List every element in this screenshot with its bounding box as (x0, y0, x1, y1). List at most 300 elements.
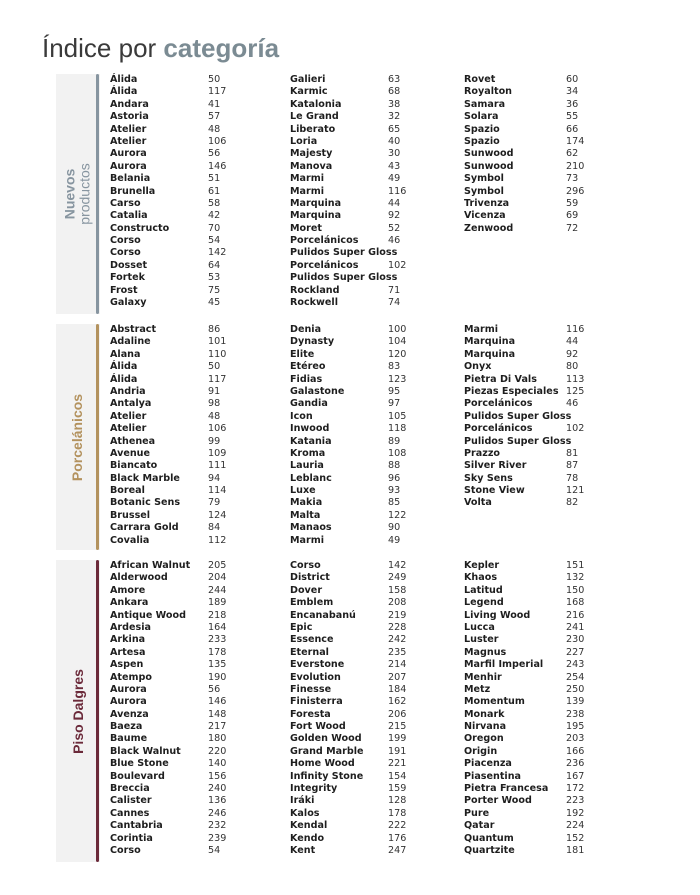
entry-name: Antique Wood (110, 609, 186, 621)
index-entry (110, 124, 280, 136)
entry-name: Black Walnut (110, 745, 181, 757)
entry-name: Blue Stone (110, 758, 169, 770)
entry-page: 206 (388, 708, 407, 720)
entry-page: 94 (208, 472, 221, 484)
index-column (290, 560, 460, 857)
index-entry (110, 845, 280, 857)
entry-name: Cannes (110, 807, 150, 819)
index-entry (110, 460, 280, 472)
index-entry (290, 833, 460, 845)
entry-name: Marmi (290, 534, 325, 546)
entry-name: Luster (464, 634, 499, 646)
index-entry (110, 659, 280, 671)
section-label-bold: Piso Dalgres (69, 668, 86, 754)
entry-page: 230 (566, 634, 585, 646)
entry-name: Astoria (110, 111, 149, 123)
entry-page: 49 (388, 534, 401, 546)
index-entry (464, 99, 634, 111)
entry-page: 72 (566, 222, 579, 234)
entry-name: Athenea (110, 435, 156, 447)
index-entry (110, 560, 280, 572)
index-entry (290, 136, 460, 148)
entry-name: Loria (290, 135, 318, 147)
entry-name: Everstone (290, 659, 345, 671)
entry-page: 249 (388, 572, 407, 584)
index-entry (290, 436, 460, 448)
entry-name: Porcelánicos (464, 398, 533, 410)
entry-name: Arkina (110, 634, 146, 646)
index-entry (464, 572, 634, 584)
index-entry (290, 684, 460, 696)
entry-name: Menhir (464, 671, 502, 683)
index-entry (290, 124, 460, 136)
entry-name: Aurora (110, 696, 147, 708)
entry-page: 180 (208, 733, 227, 745)
index-entry (110, 808, 280, 820)
index-entry (110, 235, 280, 247)
index-entry (290, 795, 460, 807)
entry-page: 51 (208, 173, 221, 185)
index-entry (290, 709, 460, 721)
index-column (110, 74, 280, 309)
entry-page: 87 (566, 460, 579, 472)
index-entry (290, 74, 460, 86)
entry-name: Frost (110, 284, 138, 296)
entry-page: 195 (566, 721, 585, 733)
index-entry (110, 448, 280, 460)
entry-name: Alderwood (110, 572, 168, 584)
index-entry (464, 436, 634, 448)
index-entry (464, 386, 634, 398)
entry-page: 223 (566, 795, 585, 807)
entry-page: 132 (566, 572, 585, 584)
entry-name: Samara (464, 98, 506, 110)
entry-page: 50 (208, 74, 221, 85)
entry-name: Andara (110, 98, 149, 110)
entry-page: 215 (388, 721, 407, 733)
entry-page: 181 (566, 844, 585, 856)
index-entry (110, 758, 280, 770)
entry-name: Dosset (110, 259, 148, 271)
index-entry (290, 374, 460, 386)
index-entry (290, 634, 460, 646)
entry-name: Etéreo (290, 361, 326, 373)
entry-name: Zenwood (464, 222, 514, 234)
entry-name: Foresta (290, 708, 331, 720)
index-entry (290, 610, 460, 622)
index-entry (110, 795, 280, 807)
entry-page: 109 (208, 447, 227, 459)
index-entry (290, 597, 460, 609)
entry-name: Makia (290, 497, 323, 509)
entry-page: 235 (388, 646, 407, 658)
entry-page: 192 (566, 807, 585, 819)
entry-page: 38 (388, 98, 401, 110)
entry-page: 151 (566, 560, 585, 571)
entry-page: 254 (566, 671, 585, 683)
entry-page: 66 (566, 123, 579, 135)
section-label-bold: Porcelánicos (69, 393, 86, 481)
entry-name: Biancato (110, 460, 158, 472)
index-entry (110, 148, 280, 160)
index-entry (110, 721, 280, 733)
entry-page: 204 (208, 572, 227, 584)
section-piso-dalgres (56, 560, 696, 862)
index-entry (110, 833, 280, 845)
entry-page: 71 (388, 284, 401, 296)
index-entry (110, 622, 280, 634)
entry-name: Kendal (290, 820, 328, 832)
index-entry (110, 210, 280, 222)
index-entry (464, 198, 634, 210)
section-label-bold: Nuevos (62, 168, 79, 220)
entry-name: Evolution (290, 671, 341, 683)
index-entry (290, 448, 460, 460)
entry-page: 148 (208, 708, 227, 720)
entry-page: 86 (208, 324, 221, 335)
index-entry (290, 572, 460, 584)
entry-name: Katalonia (290, 98, 342, 110)
entry-name: Corso (110, 247, 141, 259)
entry-name: Aspen (110, 659, 144, 671)
entry-page: 85 (388, 497, 401, 509)
entry-page: 56 (208, 148, 221, 160)
entry-name: Living Wood (464, 609, 531, 621)
entry-page: 139 (566, 696, 585, 708)
entry-name: Vicenza (464, 210, 506, 222)
index-entry (290, 808, 460, 820)
index-entry (290, 173, 460, 185)
entry-page: 75 (208, 284, 221, 296)
index-entry (290, 223, 460, 235)
index-column (110, 560, 280, 857)
entry-page: 92 (388, 210, 401, 222)
index-entry (110, 349, 280, 361)
index-entry (110, 585, 280, 597)
entry-page: 117 (208, 373, 227, 385)
entry-name: Porcelánicos (290, 235, 359, 247)
entry-name: Metz (464, 683, 491, 695)
entry-page: 159 (388, 783, 407, 795)
entry-page: 164 (208, 621, 227, 633)
index-entry (464, 473, 634, 485)
entry-page: 108 (388, 447, 407, 459)
entry-page: 174 (566, 135, 585, 147)
entry-page: 203 (566, 733, 585, 745)
entry-page: 30 (388, 148, 401, 160)
entry-name: Porcelánicos (464, 423, 533, 435)
entry-name: Amore (110, 584, 146, 596)
index-entry (290, 560, 460, 572)
entry-page: 63 (388, 74, 401, 85)
index-entry (464, 398, 634, 410)
entry-page: 168 (566, 597, 585, 609)
index-entry (290, 297, 460, 309)
entry-name: Artesa (110, 646, 146, 658)
entry-page: 221 (388, 758, 407, 770)
entry-name: Brussel (110, 509, 151, 521)
entry-name: Spazio (464, 123, 500, 135)
index-entry (110, 386, 280, 398)
entry-page: 135 (208, 659, 227, 671)
entry-name: Manaos (290, 522, 332, 534)
index-entry (290, 820, 460, 832)
entry-name: Álida (110, 373, 138, 385)
index-entry (290, 398, 460, 410)
index-entry (110, 634, 280, 646)
entry-page: 238 (566, 708, 585, 720)
entry-page: 48 (208, 123, 221, 135)
entry-page: 95 (388, 385, 401, 397)
index-entry (464, 845, 634, 857)
entry-name: Momentum (464, 696, 525, 708)
index-entry (464, 709, 634, 721)
index-entry (110, 485, 280, 497)
entry-name: Finesse (290, 683, 332, 695)
entry-name: Origin (464, 745, 498, 757)
page-title (42, 30, 279, 66)
index-entry (290, 161, 460, 173)
entry-page: 242 (388, 634, 407, 646)
entry-page: 116 (388, 185, 407, 197)
index-entry (290, 771, 460, 783)
index-entry (464, 659, 634, 671)
index-entry (464, 223, 634, 235)
entry-page: 118 (388, 423, 407, 435)
entry-page: 59 (566, 197, 579, 209)
entry-name: Rockwell (290, 297, 338, 309)
index-entry (464, 361, 634, 373)
entry-name: Symbol (464, 173, 504, 185)
entry-page: 78 (566, 472, 579, 484)
entry-page: 120 (388, 348, 407, 360)
index-entry (290, 535, 460, 547)
entry-name: Sky Sens (464, 472, 513, 484)
entry-page: 178 (208, 646, 227, 658)
index-entry (464, 324, 634, 336)
index-entry (110, 820, 280, 832)
index-entry (290, 324, 460, 336)
entry-page: 40 (388, 135, 401, 147)
entry-page: 150 (566, 584, 585, 596)
index-entry (464, 597, 634, 609)
entry-name: Kendo (290, 832, 325, 844)
index-entry (290, 411, 460, 423)
entry-name: Onyx (464, 361, 492, 373)
entry-page: 247 (388, 844, 407, 856)
entry-page: 116 (566, 324, 585, 335)
entry-page: 74 (388, 297, 401, 309)
index-entry (464, 124, 634, 136)
index-entry (110, 285, 280, 297)
entry-page: 42 (208, 210, 221, 222)
index-entry (464, 448, 634, 460)
entry-name: Legend (464, 597, 504, 609)
index-entry (110, 771, 280, 783)
entry-page: 68 (388, 86, 401, 98)
entry-name: Carrara Gold (110, 522, 179, 534)
entry-page: 220 (208, 745, 227, 757)
entry-page: 54 (208, 844, 221, 856)
entry-page: 64 (208, 259, 221, 271)
index-column (464, 74, 634, 235)
entry-name: Corso (290, 560, 321, 571)
index-entry (464, 485, 634, 497)
entry-name: Nirvana (464, 721, 507, 733)
index-entry (110, 247, 280, 259)
index-entry (110, 672, 280, 684)
entry-name: Volta (464, 497, 492, 509)
entry-page: 214 (388, 659, 407, 671)
entry-name: Pulidos Super Gloss (464, 435, 572, 447)
index-entry (290, 510, 460, 522)
entry-page: 79 (208, 497, 221, 509)
entry-name: Marmi (290, 185, 325, 197)
entry-page: 246 (208, 807, 227, 819)
section-label (56, 324, 100, 550)
index-entry (290, 361, 460, 373)
entry-name: Galaxy (110, 297, 147, 309)
entry-page: 222 (388, 820, 407, 832)
entry-page: 152 (566, 832, 585, 844)
index-entry (290, 198, 460, 210)
entry-page: 89 (388, 435, 401, 447)
entry-page: 190 (208, 671, 227, 683)
entry-page: 244 (208, 584, 227, 596)
entry-name: Denia (290, 324, 322, 335)
index-column (464, 560, 634, 857)
entry-name: Baume (110, 733, 148, 745)
entry-name: Khaos (464, 572, 498, 584)
entry-name: Atelier (110, 410, 147, 422)
entry-page: 90 (388, 522, 401, 534)
entry-page: 239 (208, 832, 227, 844)
index-entry (464, 647, 634, 659)
entry-page: 82 (566, 497, 579, 509)
entry-page: 216 (566, 609, 585, 621)
index-entry (110, 324, 280, 336)
entry-name: Elite (290, 348, 315, 360)
entry-name: Rockland (290, 284, 340, 296)
entry-page: 172 (566, 783, 585, 795)
entry-page: 32 (388, 111, 401, 123)
entry-page: 106 (208, 423, 227, 435)
index-entry (110, 136, 280, 148)
index-entry (110, 336, 280, 348)
index-entry (110, 522, 280, 534)
entry-name: Antalya (110, 398, 152, 410)
entry-page: 53 (208, 272, 221, 284)
entry-name: Black Marble (110, 472, 180, 484)
entry-name: Fidias (290, 373, 323, 385)
index-entry (290, 585, 460, 597)
entry-page: 55 (566, 111, 579, 123)
index-entry (290, 111, 460, 123)
entry-name: Solara (464, 111, 499, 123)
entry-page: 111 (208, 460, 227, 472)
entry-page: 146 (208, 160, 227, 172)
index-entry (290, 336, 460, 348)
index-entry (464, 497, 634, 509)
entry-name: Silver River (464, 460, 527, 472)
index-entry (110, 361, 280, 373)
entry-page: 191 (388, 745, 407, 757)
entry-name: Aurora (110, 683, 147, 695)
index-entry (110, 610, 280, 622)
entry-name: Karmic (290, 86, 328, 98)
entry-page: 48 (208, 410, 221, 422)
entry-name: Atelier (110, 123, 147, 135)
index-column (464, 324, 634, 510)
entry-name: Pietra Di Vals (464, 373, 537, 385)
entry-page: 219 (388, 609, 407, 621)
section-nuevos-productos (56, 74, 696, 314)
entry-page: 44 (566, 336, 579, 348)
index-entry (110, 746, 280, 758)
entry-page: 101 (208, 336, 227, 348)
entry-page: 34 (566, 86, 579, 98)
index-entry (464, 758, 634, 770)
index-entry (290, 746, 460, 758)
index-entry (464, 74, 634, 86)
entry-name: Infinity Stone (290, 770, 364, 782)
entry-name: Fort Wood (290, 721, 346, 733)
entry-page: 158 (388, 584, 407, 596)
index-entry (464, 86, 634, 98)
index-entry (110, 186, 280, 198)
entry-page: 83 (388, 361, 401, 373)
entry-name: Finisterra (290, 696, 343, 708)
entry-name: Boreal (110, 485, 145, 497)
entry-name: Pulidos Super Gloss (464, 410, 572, 422)
index-entry (290, 386, 460, 398)
entry-name: Atelier (110, 423, 147, 435)
index-entry (464, 721, 634, 733)
entry-page: 41 (208, 98, 221, 110)
entry-page: 97 (388, 398, 401, 410)
index-entry (290, 423, 460, 435)
index-entry (290, 659, 460, 671)
entry-name: Brunella (110, 185, 156, 197)
entry-name: Belania (110, 173, 151, 185)
index-entry (110, 709, 280, 721)
entry-name: Majesty (290, 148, 333, 160)
entry-page: 146 (208, 696, 227, 708)
entry-name: Corso (110, 844, 141, 856)
entry-name: Spazio (464, 135, 500, 147)
entry-name: Malta (290, 509, 321, 521)
entry-name: Porter Wood (464, 795, 532, 807)
entry-name: Liberato (290, 123, 336, 135)
entry-name: Moret (290, 222, 322, 234)
entry-name: Trivenza (464, 197, 510, 209)
index-entry (290, 783, 460, 795)
entry-page: 61 (208, 185, 221, 197)
index-entry (110, 260, 280, 272)
index-entry (464, 808, 634, 820)
entry-page: 81 (566, 447, 579, 459)
title-prefix: Índice por (42, 33, 157, 63)
entry-page: 43 (388, 160, 401, 172)
entry-name: Marquina (464, 336, 516, 348)
entry-page: 227 (566, 646, 585, 658)
entry-page: 96 (388, 472, 401, 484)
entry-name: Prazzo (464, 447, 500, 459)
section-label-light: productos (77, 163, 94, 225)
index-entry (464, 733, 634, 745)
index-entry (110, 411, 280, 423)
section-label (56, 74, 100, 314)
